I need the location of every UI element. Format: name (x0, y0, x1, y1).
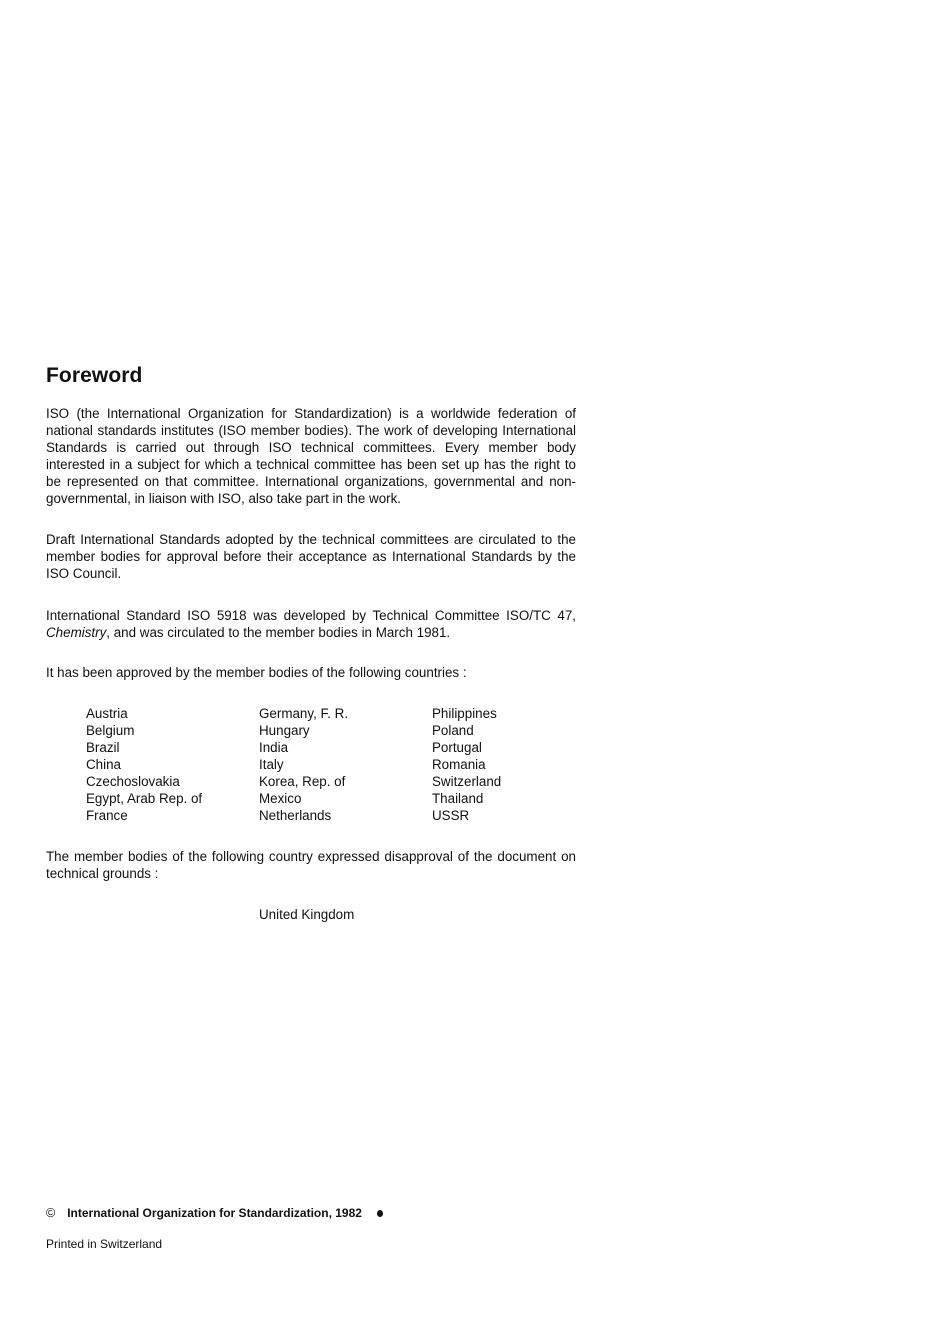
foreword-heading: Foreword (46, 364, 143, 387)
foreword-paragraph-2: Draft International Standards adopted by the technical committees are circulated to the member bodies for approval before their acceptance as International Standards by the ISO Council. (46, 532, 576, 581)
country-name: Portugal (432, 740, 482, 755)
country-name: Poland (432, 723, 474, 738)
copyright-text: International Organization for Standardization, 1982 (67, 1206, 362, 1220)
country-name: USSR (432, 808, 470, 823)
foreword-paragraph-1: ISO (the International Organization for Standardization) is a worldwide federation of national standards institutes (ISO member bodies). The work of developing International Standards is carried out through ISO technical committees. Every member body interested in a subject for which a technical committee has been set up has the right to be represented on that committee. International organizations, governmental and non-governmental, in liaison with ISO, also take part in the work. (46, 406, 576, 506)
country-name: Mexico (259, 791, 302, 806)
para3-text-a: International Standard ISO 5918 was developed by Technical Committee ISO/TC 47, (46, 608, 576, 623)
country-name: Italy (259, 757, 284, 772)
foreword-paragraph-3 (46, 607, 576, 641)
country-name: Thailand (432, 791, 484, 806)
country-name: China (86, 757, 121, 772)
country-name: Switzerland (432, 774, 502, 789)
country-name: Belgium (86, 723, 135, 738)
country-name: Korea, Rep. of (259, 774, 346, 789)
copyright-line (46, 1205, 383, 1221)
country-name: Czechoslovakia (86, 774, 180, 789)
para3-text-b: , and was circulated to the member bodies in March 1981. (106, 625, 451, 640)
copyright-icon: © (46, 1206, 56, 1220)
country-name: Austria (86, 706, 128, 721)
foreword-paragraph-5: The member bodies of the following country expressed disapproval of the document on technical grounds : (46, 849, 576, 881)
committee-name: Chemistry (46, 625, 107, 640)
country-name: Romania (432, 757, 486, 772)
disapproving-country: United Kingdom (259, 907, 355, 922)
country-name: Germany, F. R. (259, 706, 349, 721)
country-name: Egypt, Arab Rep. of (86, 791, 203, 806)
country-name: Hungary (259, 723, 310, 738)
country-name: France (86, 808, 128, 823)
country-name: Philippines (432, 706, 497, 721)
country-name: Netherlands (259, 808, 332, 823)
country-name: India (259, 740, 289, 755)
foreword-paragraph-4: It has been approved by the member bodies of the following countries : (46, 665, 467, 680)
bullet-icon (377, 1210, 383, 1217)
printed-note: Printed in Switzerland (46, 1237, 163, 1251)
country-name: Brazil (86, 740, 120, 755)
